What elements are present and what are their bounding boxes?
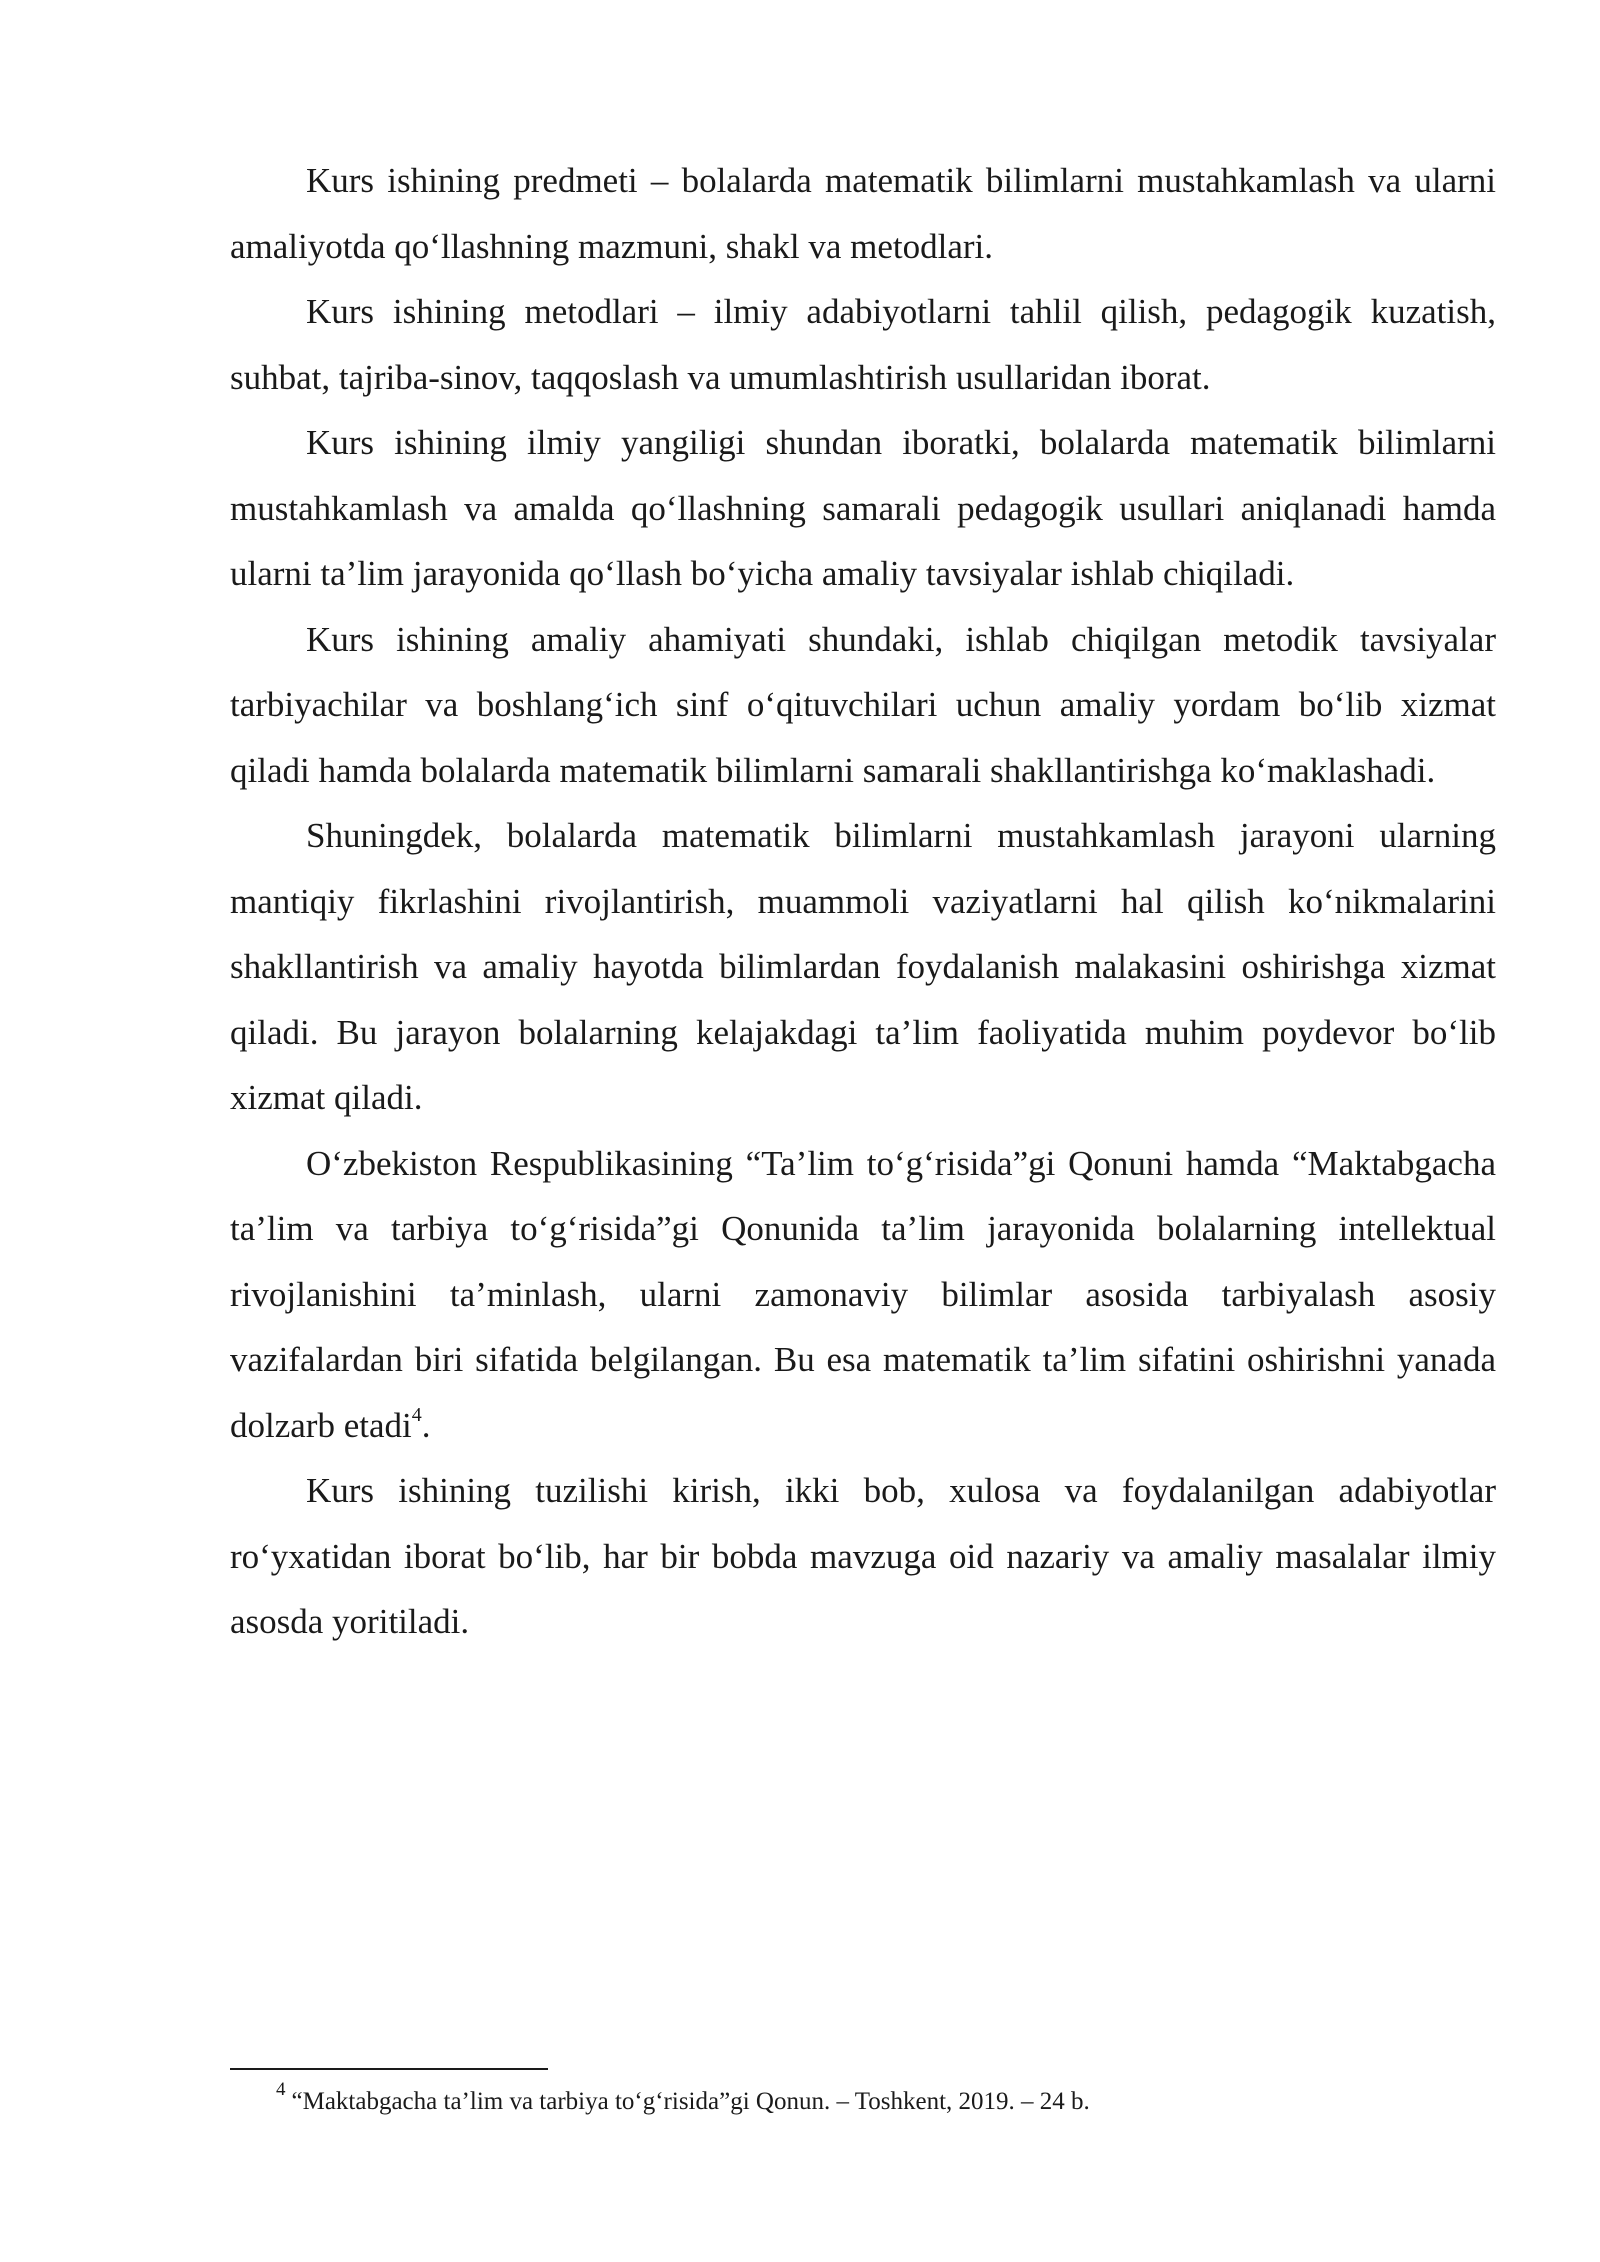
footnote-separator [230, 2068, 548, 2070]
paragraph-structure: Kurs ishining tuzilishi kirish, ikki bob, xulosa va foydalanilgan adabiyotlar ro‘yxatidan iborat bo‘lib, har bir bobda mavzuga oid nazariy va amaliy masalalar ilmiy asosda yoritiladi. [230, 1471, 1496, 1641]
paragraph-law-end: . [421, 1405, 431, 1445]
paragraph-practical-value: Kurs ishining amaliy ahamiyati shundaki, ishlab chiqilgan metodik tavsiyalar tarbiyachilar va boshlang‘ich sinf o‘qituvchilari uchun amaliy yordam bo‘lib xizmat qiladi hamda bolalarda matematik bilimlarni samarali shakllantirishga ko‘maklashadi. [230, 619, 1496, 790]
footnote-number: 4 [276, 2079, 286, 2100]
paragraph-novelty: Kurs ishining ilmiy yangiligi shundan iboratki, bolalarda matematik bilimlarni mustahkamlash va amalda qo‘llashning samarali pedagogik usullari aniqlanadi hamda ularni ta’lim jarayonida qo‘llash bo‘yicha amaliy tavsiyalar ishlab chiqiladi. [230, 423, 1496, 593]
paragraph-methods: Kurs ishining metodlari – ilmiy adabiyotlarni tahlil qilish, pedagogik kuzatish, suhbat, tajriba-sinov, taqqoslash va umumlashtirish usullaridan iborat. [230, 292, 1496, 397]
document-body [230, 148, 1496, 1655]
footnote-text: “Maktabgacha ta’lim va tarbiya to‘g‘risida”gi Qonun. – Toshkent, 2019. – 24 b. [291, 2088, 1090, 2115]
footnote [276, 2079, 1496, 2120]
paragraph-law [230, 1131, 1496, 1459]
paragraph-law-text: O‘zbekiston Respublikasining “Ta’lim to‘g‘risida”gi Qonuni hamda “Maktabgacha ta’lim va tarbiya to‘g‘risida”gi Qonunida ta’lim jarayonida bolalarning intellektual rivojlanishini ta’minlash, ularni zamonaviy bilimlar asosida tarbiyalash asosiy vazifalardan biri sifatida belgilangan. Bu esa matematik ta’lim sifatini oshirishni yanada dolzarb etadi [230, 1143, 1496, 1445]
paragraph-subject: Kurs ishining predmeti – bolalarda matematik bilimlarni mustahkamlash va ularni amaliyotda qo‘llashning mazmuni, shakl va metodlari. [230, 161, 1496, 266]
paragraph-logical-thinking: Shuningdek, bolalarda matematik bilimlarni mustahkamlash jarayoni ularning mantiqiy fikrlashini rivojlantirish, muammoli vaziyatlarni hal qilish ko‘nikmalarini shakllantirish va amaliy hayotda bilimlardan foydalanish malakasini oshirishga xizmat qiladi. Bu jarayon bolalarning kelajakdagi ta’lim faoliyatida muhim poydevor bo‘lib xizmat qiladi. [230, 816, 1496, 1117]
footnote-reference[interactable]: 4 [411, 1403, 422, 1426]
